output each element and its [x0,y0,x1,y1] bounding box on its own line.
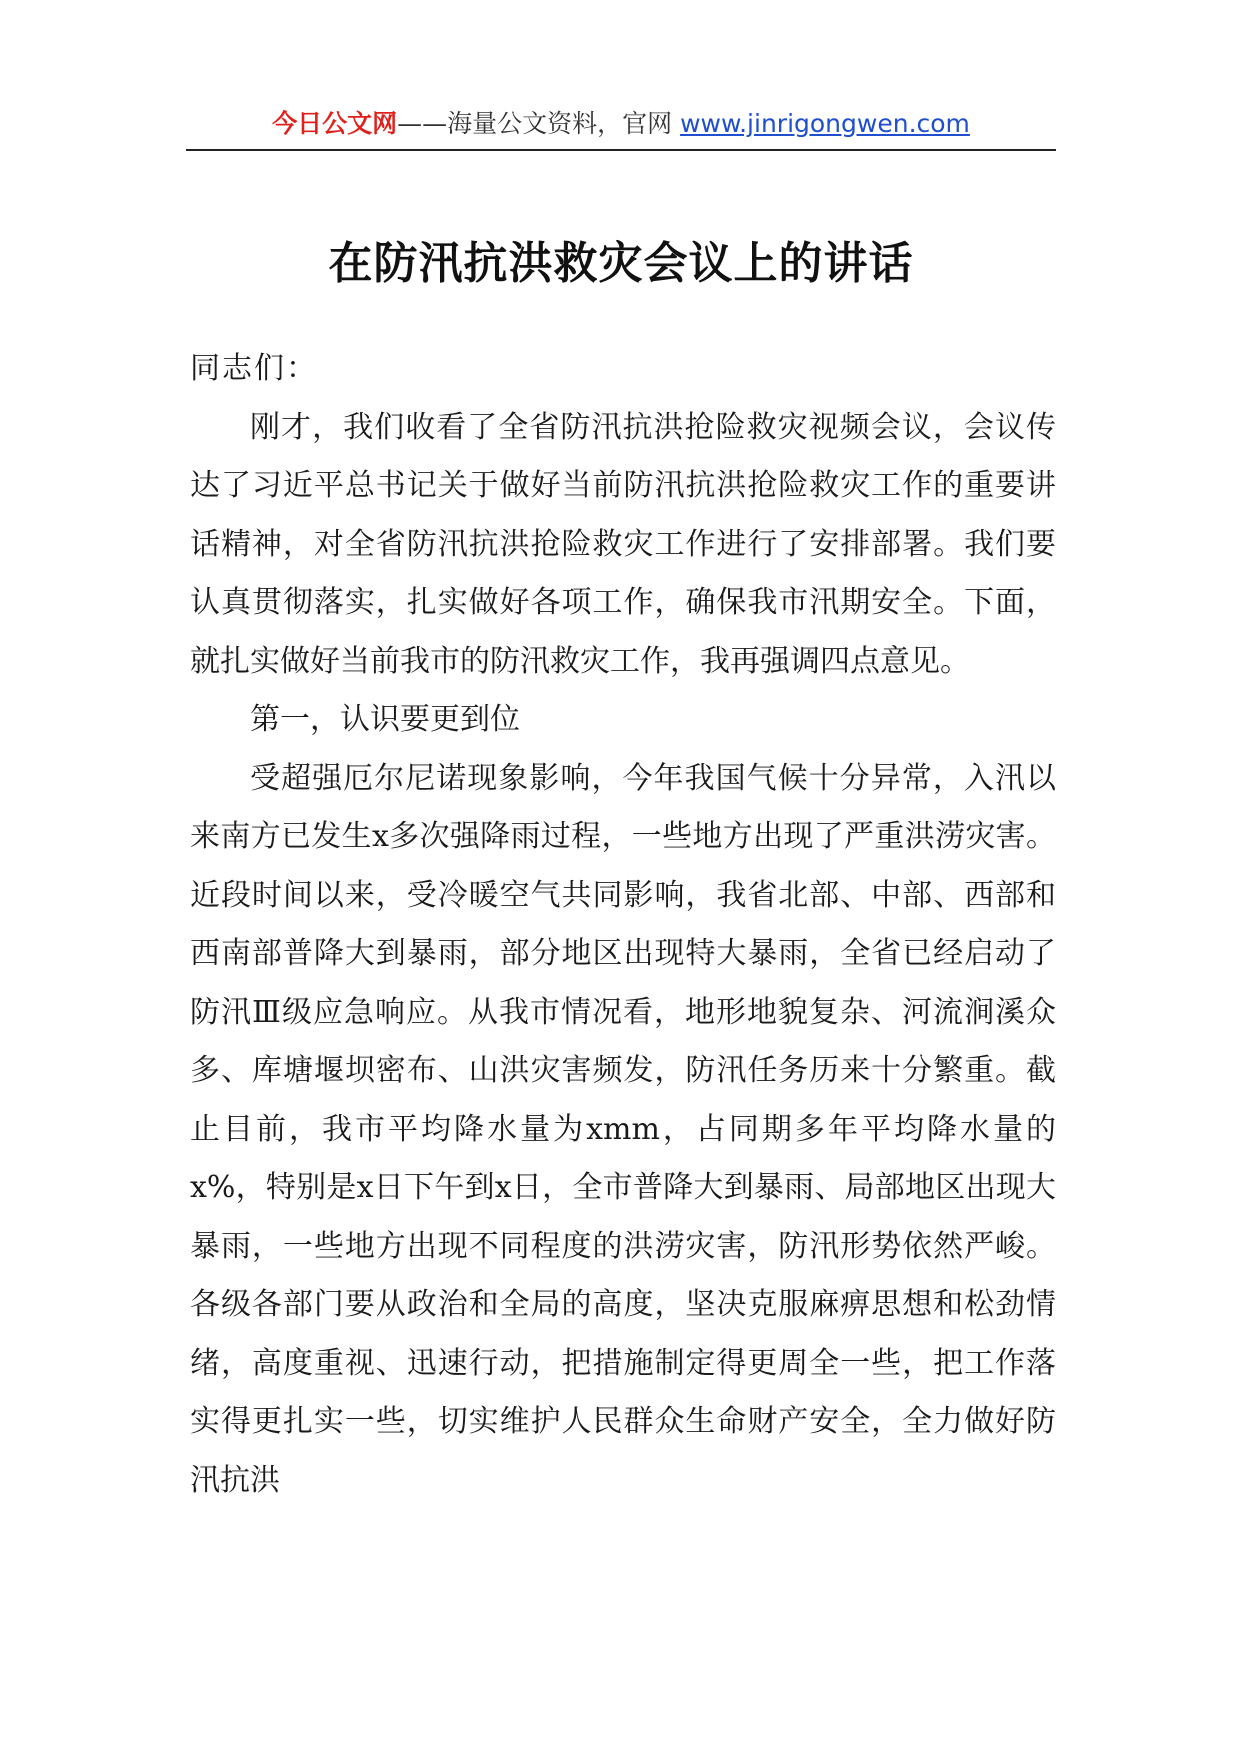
section-heading-first: 第一，认识要更到位 [250,702,520,737]
document-body [190,340,1056,1510]
brand-name: 今日公文网 [272,109,398,138]
site-header [186,108,1056,140]
document-title: 在防汛抗洪救灾会议上的讲话 [328,238,914,290]
salutation: 同志们： [190,351,318,386]
header-tagline: ——海量公文资料，官网 [397,109,681,138]
header-divider [186,149,1056,151]
site-link[interactable]: www.jinrigongwen.com [680,109,970,138]
paragraph-situation: 受超强厄尔尼诺现象影响，今年我国气候十分异常，入汛以来南方已发生x多次强降雨过程，一些地方出现了严重洪涝灾害。近段时间以来，受冷暖空气共同影响，我省北部、中部、西部和西南部普降大到暴雨，部分地区出现特大暴雨，全省已经启动了防汛Ⅲ级应急响应。从我市情况看，地形地貌复杂、河流涧溪众多、库塘堰坝密布、山洪灾害频发，防汛任务历来十分繁重。截止目前，我市平均降水量为xmm，占同期多年平均降水量的x%，特别是x日下午到x日，全市普降大到暴雨、局部地区出现大暴雨，一些地方出现不同程度的洪涝灾害，防汛形势依然严峻。各级各部门要从政治和全局的高度，坚决克服麻痹思想和松劲情绪，高度重视、迅速行动，把措施制定得更周全一些，把工作落实得更扎实一些，切实维护人民群众生命财产安全，全力做好防汛抗洪 [190,760,1056,1498]
paragraph-intro: 刚才，我们收看了全省防汛抗洪抢险救灾视频会议，会议传达了习近平总书记关于做好当前防汛抗洪抢险救灾工作的重要讲话精神，对全省防汛抗洪抢险救灾工作进行了安排部署。我们要认真贯彻落实，扎实做好各项工作，确保我市汛期安全。下面，就扎实做好当前我市的防汛救灾工作，我再强调四点意见。 [190,409,1056,679]
